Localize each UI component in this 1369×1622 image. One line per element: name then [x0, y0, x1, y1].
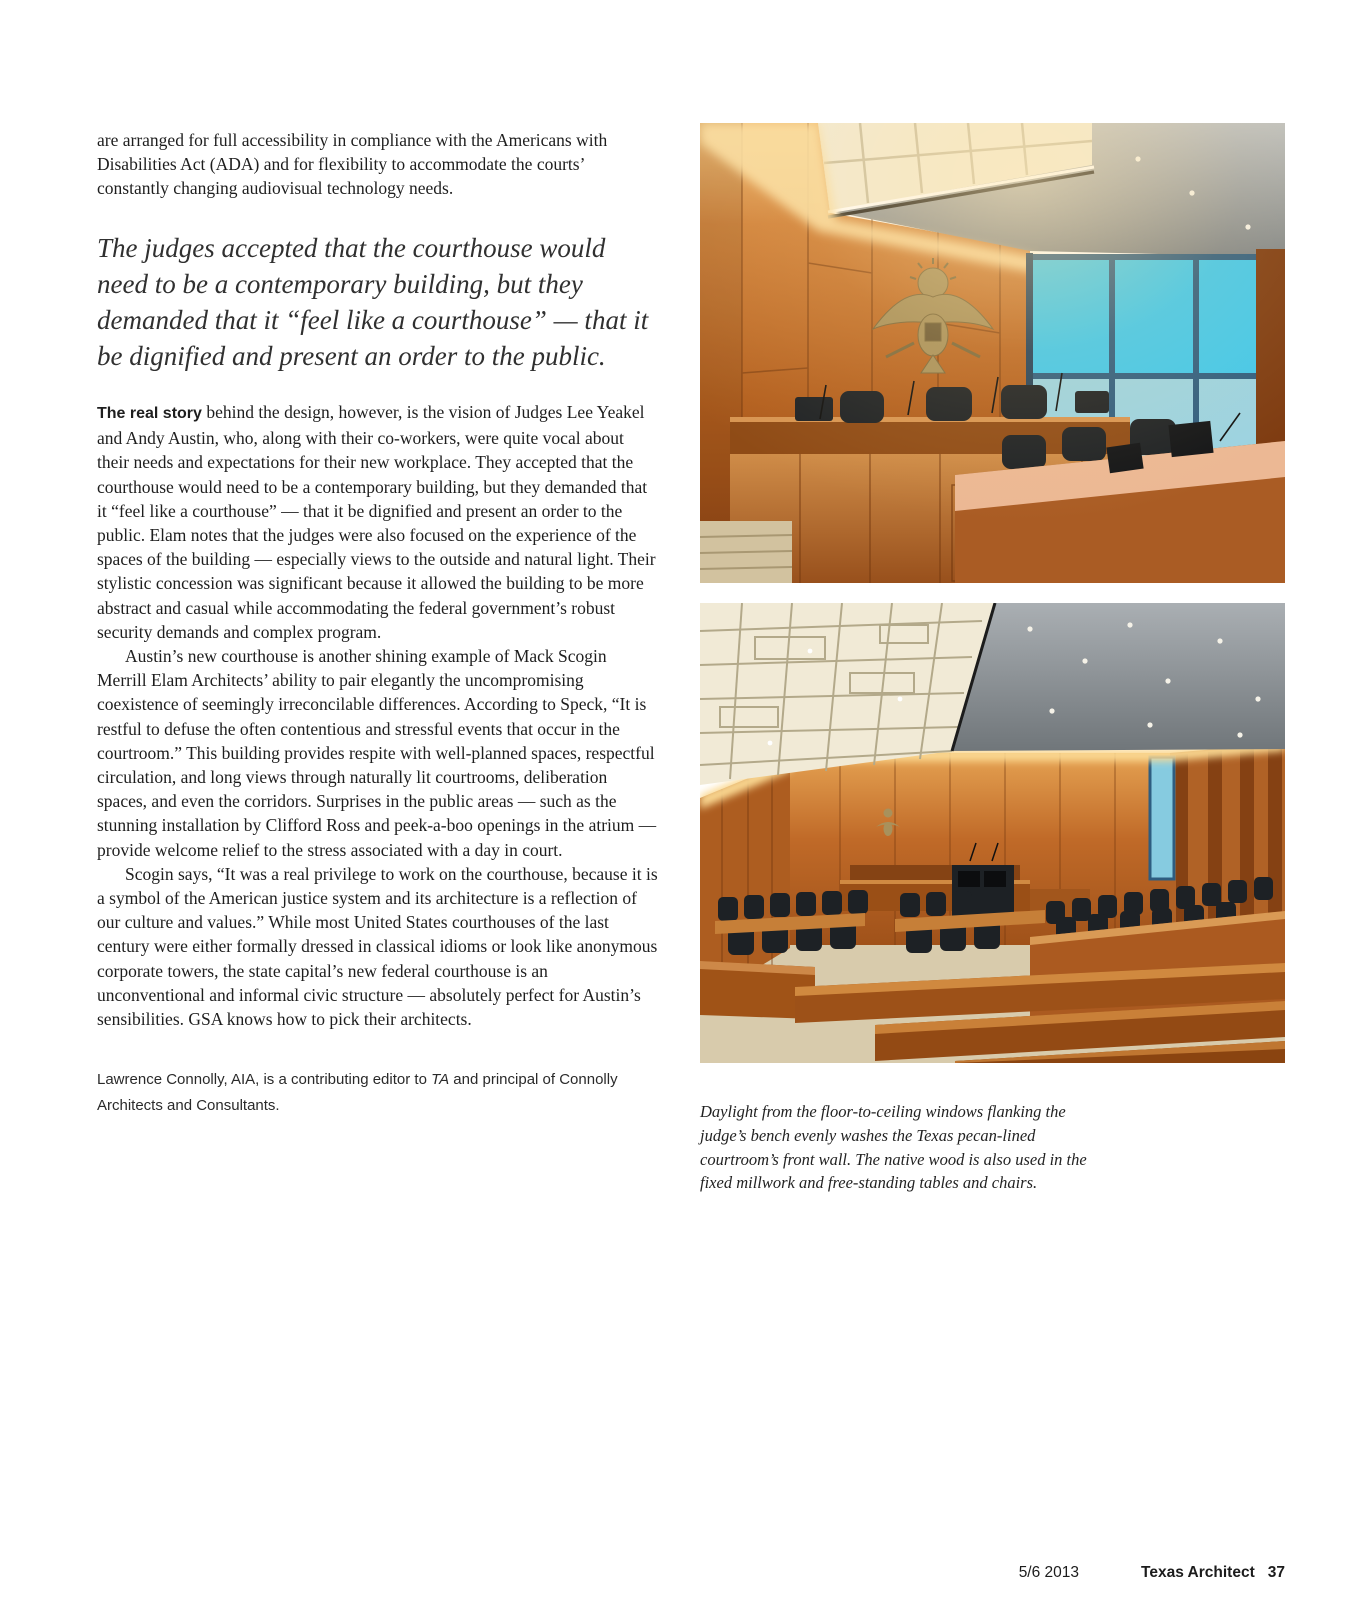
bio-text: and principal of Connolly Architects and Consultants.: [97, 1071, 618, 1115]
page-number: 37: [1267, 1564, 1285, 1581]
page-footer: [1019, 1564, 1285, 1582]
photo-caption: Daylight from the floor-to-ceiling windows flanking the judge’s bench evenly washes the Texas pecan-lined courtroom’s front wall. The native wood is also used in the fixed millwork and free-standing tables and chairs.: [700, 1102, 1087, 1193]
paragraph: Scogin says, “It was a real privilege to work on the courthouse, because it is a symbol of the American justice system and its architecture is a reflection of our culture and values.” While most United States courthouses of the last century were either formally dressed in classical idioms or look like anonymous corporate towers, the state capital’s new federal courthouse is an unconventional and informal civic structure — absolutely perfect for Austin’s sensibilities. GSA knows how to pick their architects.: [97, 863, 658, 1030]
intro-paragraph: are arranged for full accessibility in compliance with the Americans with Disabilities Act (ADA) and for flexibility to accommodate the courts’ constantly changing audiovisual technology needs.: [97, 130, 608, 198]
magazine-name: Texas Architect: [1141, 1564, 1255, 1581]
paragraph: Austin’s new courthouse is another shining example of Mack Scogin Merrill Elam Architects’ ability to pair elegantly the uncompromising coexistence of seemingly irreconcilable differences. According to Speck, “It is restful to defuse the often contentious and stressful events that occur in the courtroom.” This building provides respite with well-planned spaces, respectful circulation, and long views through naturally lit courtrooms, deliberation spaces, and even the corridors. Surprises in the public areas — such as the stunning installation by Clifford Ross and peek-a-boo openings in the atrium — provide welcome relief to the stress associated with a day in court.: [97, 646, 657, 860]
pull-quote: The judges accepted that the courthouse would need to be a contemporary building, but they demanded that it “feel like a courthouse” — that it be dignified and present an order to the public.: [97, 233, 649, 371]
author-bio: [97, 1067, 659, 1119]
photo-column: [700, 123, 1285, 1195]
issue-date: 5/6 2013: [1018, 1564, 1080, 1581]
courtroom-overview-photo: [700, 603, 1285, 1063]
paragraph: [97, 400, 659, 644]
courtroom-bench-photo: [700, 123, 1285, 583]
lead-in-text: The real story: [97, 405, 202, 422]
bio-text: Lawrence Connolly, AIA, is a contributing editor to: [97, 1071, 432, 1089]
bio-ta-italic: TA: [431, 1071, 450, 1089]
article-column: [97, 128, 659, 1119]
magazine-folio: [1141, 1564, 1285, 1582]
body-text: [97, 400, 659, 1031]
paragraph-text: behind the design, however, is the vision of Judges Lee Yeakel and Andy Austin, who, along with their co-workers, were quite vocal about their needs and expectations for their new workplace. They accepted that the courthouse would need to be a contemporary building, but they demanded that it “feel like a courthouse” — that it be dignified and present an order to the public. Elam notes that the judges were also focused on the experience of the spaces of the building — especially views to the outside and natural light. Their stylistic concession was significant because it allowed the building to be more abstract and casual while accommodating the federal government’s robust security demands and complex program.: [97, 402, 656, 642]
ceiling-soffit: [952, 603, 1285, 751]
